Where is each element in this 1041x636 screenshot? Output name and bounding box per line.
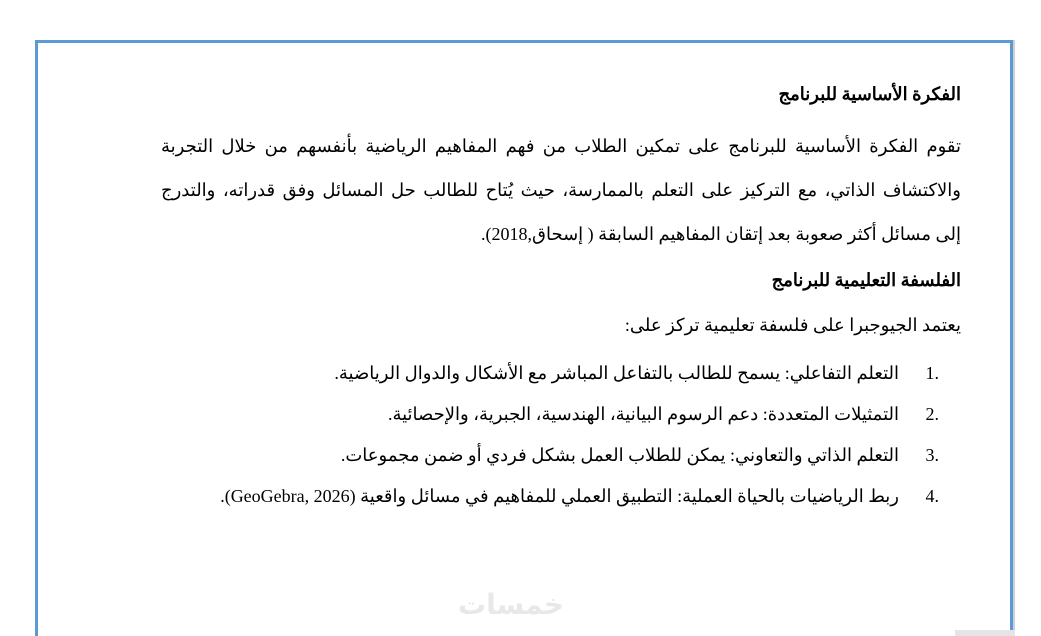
section-heading-philosophy: الفلسفة التعليمية للبرنامج [771, 270, 961, 290]
list-text: التعلم الذاتي والتعاوني: يمكن للطلاب العمل بشكل فردي أو ضمن مجموعات. [340, 445, 899, 465]
core-idea-paragraph [161, 124, 961, 256]
list-text: التمثيلات المتعددة: دعم الرسوم البيانية، الهندسية، الجبرية، والإحصائية. [387, 404, 899, 424]
list-number: .3 [925, 445, 939, 465]
bottom-scroll-indicator [955, 630, 1015, 636]
list-item [161, 440, 939, 470]
paragraph-line: والاكتشاف الذاتي، مع التركيز على التعلم بالممارسة، حيث يُتاح للطالب حل المسائل وفق قدراته، والتدرج [161, 180, 961, 200]
watermark: خمسات [458, 588, 565, 621]
list-item [161, 358, 939, 388]
paragraph-line: تقوم الفكرة الأساسية للبرنامج على تمكين الطلاب من فهم المفاهيم الرياضية بأنفسهم من خلال التجربة [161, 136, 961, 156]
document-content [161, 80, 961, 522]
list-text: ربط الرياضيات بالحياة العملية: التطبيق العملي للمفاهيم في مسائل واقعية (GeoGebra, 2026). [220, 486, 899, 506]
paragraph-line: إلى مسائل أكثر صعوبة بعد إتقان المفاهيم السابقة ( إسحاق,2018). [481, 224, 961, 244]
philosophy-intro: يعتمد الجيوجبرا على فلسفة تعليمية تركز على: [624, 315, 961, 335]
page-edge [1013, 40, 1015, 636]
list-item [161, 399, 939, 429]
list-number: .2 [925, 404, 939, 424]
section-heading-core-idea: الفكرة الأساسية للبرنامج [778, 84, 961, 104]
list-number: .4 [925, 486, 939, 506]
list-text: التعلم التفاعلي: يسمح للطالب بالتفاعل المباشر مع الأشكال والدوال الرياضية. [334, 363, 899, 383]
list-number: .1 [925, 363, 939, 383]
list-item [161, 481, 939, 511]
philosophy-list [161, 358, 961, 511]
